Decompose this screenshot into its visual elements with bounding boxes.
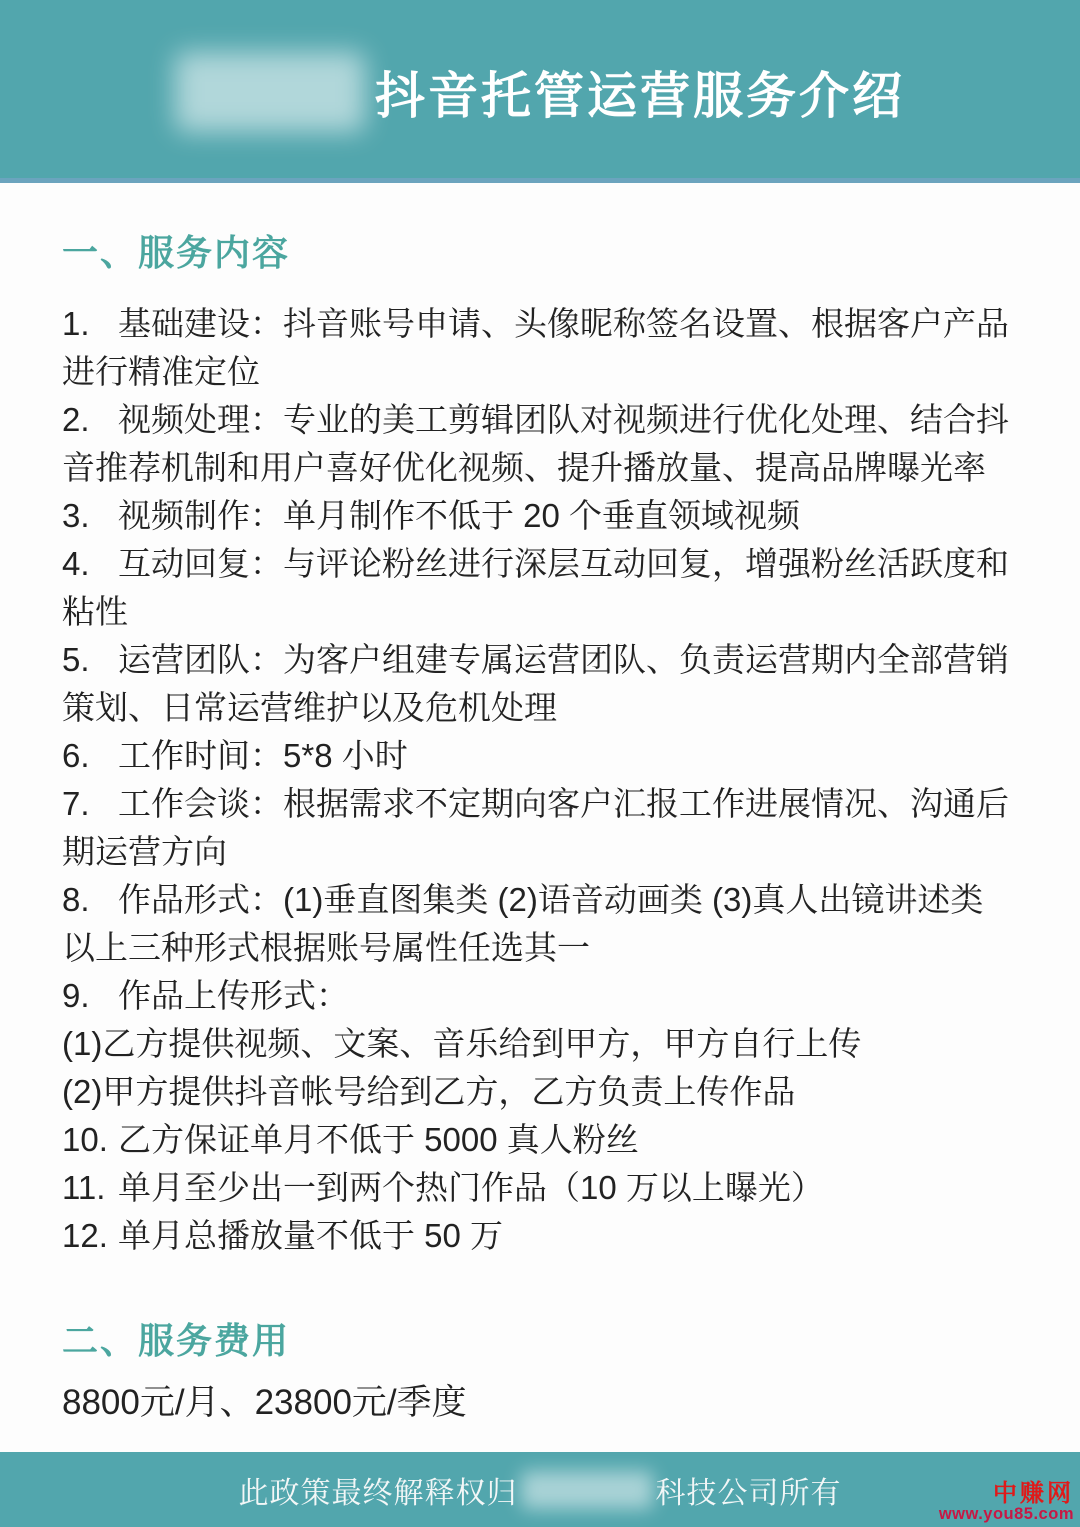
redacted-company-name-blur [175, 52, 365, 132]
service-list-item [62, 636, 1018, 732]
footer-text-after: 科技公司所有 [655, 1476, 842, 1510]
page-title: 抖音托管运营服务介绍 [375, 67, 905, 124]
service-item-number: 6. [62, 737, 90, 774]
service-list-item [62, 1020, 1018, 1068]
service-list-item [62, 876, 1018, 924]
service-list-item [62, 300, 1018, 396]
service-item-number: 4. [62, 545, 90, 582]
watermark-site-url: www.you85.com [938, 1504, 1074, 1523]
service-item-text: 作品形式：(1)垂直图集类 (2)语音动画类 (3)真人出镜讲述类 [118, 881, 984, 918]
service-list-item [62, 1164, 1018, 1212]
service-list-item [62, 972, 1018, 1020]
footer-band [0, 1452, 1080, 1527]
watermark-site-name: 中赚网 [993, 1479, 1074, 1507]
header-band [0, 0, 1080, 183]
service-list-item [62, 396, 1018, 492]
service-item-text: 乙方保证单月不低于 5000 真人粉丝 [118, 1121, 639, 1158]
service-item-number: 2. [62, 401, 90, 438]
document-body [0, 183, 1080, 1428]
service-list-item [62, 492, 1018, 540]
service-item-text: 工作会谈：根据需求不定期向客户汇报工作进展情况、沟通后期运营方向 [62, 785, 1009, 870]
service-item-number: 7. [62, 785, 90, 822]
service-item-number: 5. [62, 641, 90, 678]
service-item-number: 1. [62, 305, 90, 342]
service-item-text: (2)甲方提供抖音帐号给到乙方，乙方负责上传作品 [62, 1073, 796, 1110]
service-list-item [62, 540, 1018, 636]
service-item-text: 作品上传形式： [118, 977, 349, 1014]
service-item-text: 基础建设：抖音账号申请、头像昵称签名设置、根据客户产品进行精准定位 [62, 305, 1009, 390]
service-item-text: 单月总播放量不低于 50 万 [118, 1217, 504, 1254]
service-list-item [62, 1068, 1018, 1116]
service-item-text: 单月至少出一到两个热门作品（10 万以上曝光） [118, 1169, 824, 1206]
service-list-item [62, 1212, 1018, 1260]
service-item-number: 3. [62, 497, 90, 534]
service-list [62, 300, 1018, 1260]
section-heading-service-fees: 二、服务费用 [62, 1320, 291, 1361]
service-item-text: (1)乙方提供视频、文案、音乐给到甲方，甲方自行上传 [62, 1025, 862, 1062]
service-item-text: 互动回复：与评论粉丝进行深层互动回复，增强粉丝活跃度和粘性 [62, 545, 1009, 630]
service-item-text: 工作时间：5*8 小时 [118, 737, 408, 774]
service-item-text: 以上三种形式根据账号属性任选其一 [62, 929, 590, 966]
service-item-number: 9. [62, 977, 90, 1014]
service-item-number: 8. [62, 881, 90, 918]
service-item-text: 视频处理：专业的美工剪辑团队对视频进行优化处理、结合抖音推荐机制和用户喜好优化视频、提升播放量、提高品牌曝光率 [62, 401, 1009, 486]
service-item-text: 运营团队：为客户组建专属运营团队、负责运营期内全部营销策划、日常运营维护以及危机处理 [62, 641, 1009, 726]
watermark [939, 1481, 1074, 1524]
section-heading-service-content: 一、服务内容 [62, 232, 291, 273]
service-list-item [62, 924, 1018, 972]
service-item-text: 视频制作：单月制作不低于 20 个垂直领域视频 [118, 497, 801, 534]
service-item-number: 12. [62, 1217, 108, 1254]
service-item-number: 11. [62, 1169, 106, 1206]
redacted-footer-company-blur [521, 1471, 653, 1509]
price-line: 8800元/月、23800元/季度 [62, 1383, 467, 1422]
service-list-item [62, 1116, 1018, 1164]
service-list-item [62, 732, 1018, 780]
service-list-item [62, 780, 1018, 876]
footer-text-before: 此政策最终解释权归 [238, 1476, 518, 1510]
service-item-number: 10. [62, 1121, 108, 1158]
